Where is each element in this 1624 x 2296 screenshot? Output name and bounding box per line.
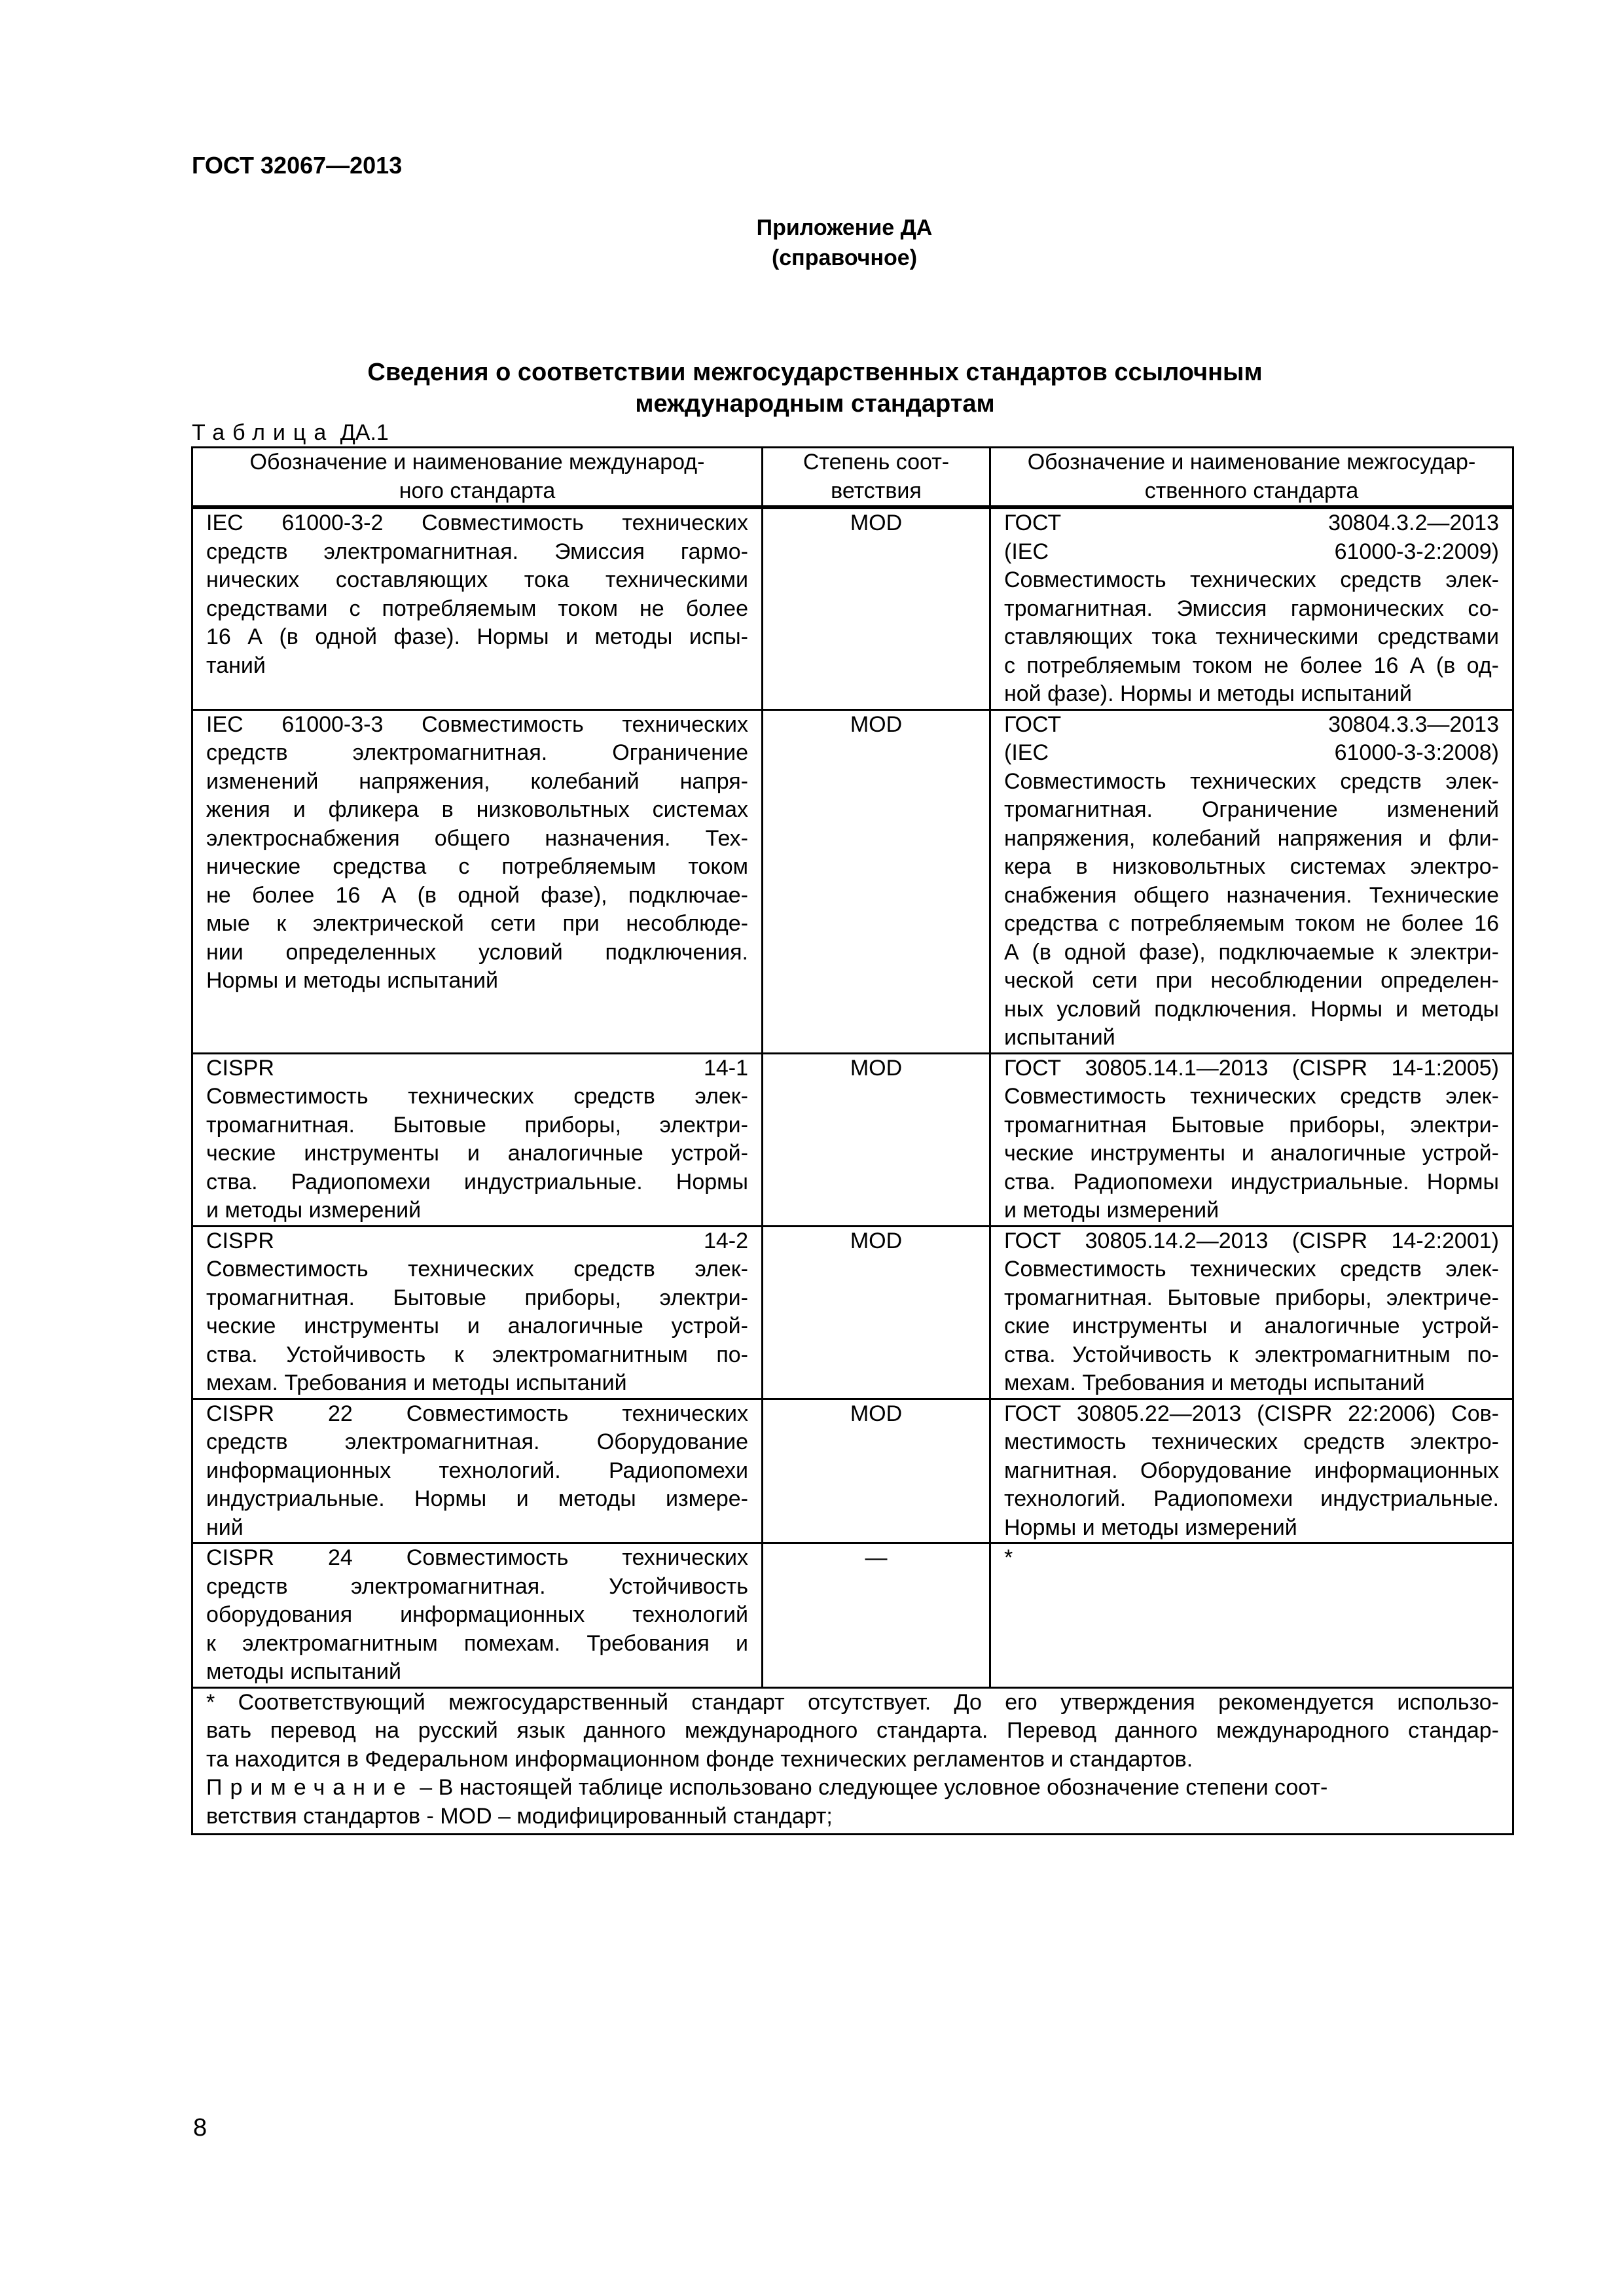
standards-table xyxy=(191,446,1514,1835)
cell-line: методы испытаний xyxy=(206,1659,401,1684)
cell-line: ства. Устойчивость к электромагнитным по- xyxy=(206,1342,748,1367)
cell-line: Совместимость технических средств элек- xyxy=(206,1084,748,1109)
table-row xyxy=(192,1053,1513,1226)
cell-line: ных условий подключения. Нормы и методы xyxy=(1004,996,1499,1022)
cell-line: кера в низковольтных системах электро- xyxy=(1004,854,1499,879)
cell-interstate xyxy=(990,1226,1513,1399)
section-title-line-2: международным стандартам xyxy=(635,390,995,418)
annex-subtitle: (справочное) xyxy=(771,245,918,270)
cell-line: ственного стандарта xyxy=(1144,478,1359,503)
cell-line: тромагнитная Бытовые приборы, электри- xyxy=(1004,1112,1499,1138)
cell-line: тромагнитная. Бытовые приборы, электри- xyxy=(206,1285,748,1310)
cell-line: с потребляемым током не более 16 А (в од- xyxy=(1004,653,1499,678)
cell-line: тромагнитная. Ограничение изменений xyxy=(1004,797,1499,822)
cell-line: Совместимость технических средств элек- xyxy=(1004,1084,1499,1109)
cell-line: ские инструменты и аналогичные устрой- xyxy=(1004,1314,1499,1338)
cell-line: средств электромагнитная. Устойчивость xyxy=(206,1573,748,1599)
cell-international xyxy=(192,507,763,709)
cell-interstate xyxy=(990,1053,1513,1226)
cell-line: технологий. Радиопомехи индустриальные. xyxy=(1004,1486,1499,1511)
cell-line: Совместимость технических средств элек- xyxy=(1004,567,1499,592)
cell-line: Обозначение и наименование международ- xyxy=(249,450,705,475)
cell-line: ства. Радиопомехи индустриальные. Нормы xyxy=(206,1169,748,1194)
cell-line: средства с потребляемым током не более 16 xyxy=(1004,911,1499,936)
cell-line: та находится в Федеральном информационном фонде технических регламентов и стандартов. xyxy=(206,1746,1193,1772)
cell-line: индустриальные. Нормы и методы измере- xyxy=(206,1486,748,1511)
cell-line: ГОСТ 30804.3.2—2013 xyxy=(1004,511,1499,535)
cell-line: CISPR 24 Совместимость технических xyxy=(206,1545,748,1570)
cell-international xyxy=(192,1226,763,1399)
cell-line: ческие инструменты и аналогичные устрой- xyxy=(206,1314,748,1338)
cell-line: * Соответствующий межгосударственный стандарт отсутствует. До его утверждения рекомендуется использо- xyxy=(206,1689,1499,1715)
table-row xyxy=(192,709,1513,1053)
table-footnote-row xyxy=(192,1687,1513,1835)
cell-line: ставляющих тока техническими средствами xyxy=(1004,624,1499,649)
cell-line: ГОСТ 30805.22—2013 (CISPR 22:2006) Сов- xyxy=(1004,1401,1499,1426)
cell-interstate xyxy=(990,1543,1513,1688)
cell-line: электроснабжения общего назначения. Тех- xyxy=(206,825,748,851)
cell-line: ства. Радиопомехи индустриальные. Нормы xyxy=(1004,1169,1499,1194)
cell-line: жения и фликера в низковольтных системах xyxy=(206,797,748,822)
annex-heading xyxy=(655,213,1034,273)
header-degree xyxy=(763,448,990,508)
cell-degree: MOD xyxy=(763,709,990,1053)
cell-line: Степень соот- xyxy=(803,450,950,475)
footnote-text xyxy=(206,1689,1499,1774)
cell-line: ческой сети при несоблюдении определен- xyxy=(1004,968,1499,993)
cell-line: ства. Устойчивость к электромагнитным по- xyxy=(1004,1342,1499,1367)
cell-degree: MOD xyxy=(763,507,990,709)
section-title xyxy=(275,357,1355,420)
cell-line: средств электромагнитная. Эмиссия гармо- xyxy=(206,539,748,564)
cell-line: нических составляющих тока техническими xyxy=(206,567,748,592)
cell-line: ной фазе). Нормы и методы испытаний xyxy=(1004,681,1412,706)
cell-line: средств электромагнитная. Ограничение xyxy=(206,740,748,765)
cell-line: снабжения общего назначения. Технические xyxy=(1004,882,1499,908)
cell-line: Обозначение и наименование межгосудар- xyxy=(1027,450,1476,475)
cell-interstate xyxy=(990,709,1513,1053)
cell-degree: MOD xyxy=(763,1399,990,1543)
cell-line: напряжения, колебаний напряжения и фли- xyxy=(1004,825,1499,851)
cell-line: Совместимость технических средств элек- xyxy=(206,1257,748,1282)
cell-international xyxy=(192,709,763,1053)
header-international xyxy=(192,448,763,508)
cell-line: ветствия xyxy=(831,478,922,503)
cell-line: ГОСТ 30805.14.2—2013 (CISPR 14-2:2001) xyxy=(1004,1228,1499,1253)
cell-line: CISPR 14-2 xyxy=(206,1228,748,1253)
cell-line: ГОСТ 30804.3.3—2013 xyxy=(1004,711,1499,737)
cell-line: IEC 61000-3-2 Совместимость технических xyxy=(206,511,748,535)
cell-line: испытаний xyxy=(1004,1025,1115,1050)
cell-interstate xyxy=(990,1399,1513,1543)
cell-line: (IEC 61000-3-2:2009) xyxy=(1004,539,1499,564)
cell-line: таний xyxy=(206,653,266,678)
table-row xyxy=(192,507,1513,709)
note-text-line-2: ветствия стандартов - MOD – модифицированный стандарт; xyxy=(206,1803,833,1829)
table-row xyxy=(192,1226,1513,1399)
document-code: ГОСТ 32067—2013 xyxy=(192,152,403,179)
cell-line: оборудования информационных технологий xyxy=(206,1602,748,1627)
table-footnote xyxy=(192,1687,1513,1835)
cell-line: * xyxy=(1004,1545,1013,1570)
cell-line: тромагнитная. Бытовые приборы, электри- xyxy=(206,1112,748,1138)
cell-line: к электромагнитным помехам. Требования и xyxy=(206,1630,748,1656)
cell-line: ческие инструменты и аналогичные устрой- xyxy=(1004,1141,1499,1166)
table-caption-label: Таблица xyxy=(192,420,334,445)
table-row xyxy=(192,1543,1513,1688)
cell-line: нические средства с потребляемым током xyxy=(206,854,748,879)
page-number: 8 xyxy=(193,2114,208,2142)
cell-line: CISPR 22 Совместимость технических xyxy=(206,1401,748,1426)
table-header-row xyxy=(192,448,1513,508)
cell-line: магнитная. Оборудование информационных xyxy=(1004,1458,1499,1483)
cell-line: средствами с потребляемым током не более xyxy=(206,596,748,621)
table-row xyxy=(192,1399,1513,1543)
cell-line: местимость технических средств электро- xyxy=(1004,1429,1499,1454)
cell-line: Совместимость технических средств элек- xyxy=(1004,768,1499,794)
cell-line: IEC 61000-3-3 Совместимость технических xyxy=(206,711,748,737)
cell-degree: MOD xyxy=(763,1226,990,1399)
cell-line: информационных технологий. Радиопомехи xyxy=(206,1458,748,1483)
header-interstate xyxy=(990,448,1513,508)
cell-degree: — xyxy=(763,1543,990,1688)
cell-degree: MOD xyxy=(763,1053,990,1226)
section-title-line-1: Сведения о соответствии межгосударственных стандартов ссылочным xyxy=(367,359,1263,386)
cell-line: тромагнитная. Бытовые приборы, электриче- xyxy=(1004,1285,1499,1310)
cell-line: и методы измерений xyxy=(206,1198,422,1223)
table-caption xyxy=(192,420,389,446)
cell-line: Нормы и методы испытаний xyxy=(206,968,499,993)
cell-line: ГОСТ 30805.14.1—2013 (CISPR 14-1:2005) xyxy=(1004,1055,1499,1081)
cell-line: мехам. Требования и методы испытаний xyxy=(1004,1371,1425,1395)
cell-line: изменений напряжения, колебаний напря- xyxy=(206,768,748,794)
cell-international xyxy=(192,1543,763,1688)
cell-line: тромагнитная. Эмиссия гармонических со- xyxy=(1004,596,1499,621)
cell-line: мехам. Требования и методы испытаний xyxy=(206,1371,627,1395)
cell-line: Нормы и методы измерений xyxy=(1004,1515,1297,1540)
cell-line: не более 16 А (в одной фазе), подключае- xyxy=(206,882,748,908)
annex-title: Приложение ДА xyxy=(756,215,933,240)
cell-line: А (в одной фазе), подключаемые к электри- xyxy=(1004,939,1499,965)
cell-interstate xyxy=(990,507,1513,709)
cell-line: (IEC 61000-3-3:2008) xyxy=(1004,740,1499,765)
cell-line: Совместимость технических средств элек- xyxy=(1004,1257,1499,1282)
cell-line: 16 А (в одной фазе). Нормы и методы испы- xyxy=(206,624,748,649)
cell-line: и методы измерений xyxy=(1004,1198,1219,1223)
cell-line: ний xyxy=(206,1515,244,1540)
cell-line: средств электромагнитная. Оборудование xyxy=(206,1429,748,1454)
note-text-line-1: – В настоящей таблице использовано следующее условное обозначение степени соот- xyxy=(413,1775,1328,1800)
note-label: Примечание xyxy=(206,1775,414,1800)
cell-line: мые к электрической сети при несоблюде- xyxy=(206,911,748,936)
cell-line: CISPR 14-1 xyxy=(206,1055,748,1081)
cell-international xyxy=(192,1053,763,1226)
table-caption-number: ДА.1 xyxy=(340,420,389,445)
cell-line: вать перевод на русский язык данного международного стандарта. Перевод данного международного стандар- xyxy=(206,1718,1499,1743)
cell-line: нии определенных условий подключения. xyxy=(206,939,748,965)
table-note xyxy=(206,1774,1499,1831)
cell-line: ного стандарта xyxy=(399,478,556,503)
cell-line: ческие инструменты и аналогичные устрой- xyxy=(206,1141,748,1166)
cell-international xyxy=(192,1399,763,1543)
